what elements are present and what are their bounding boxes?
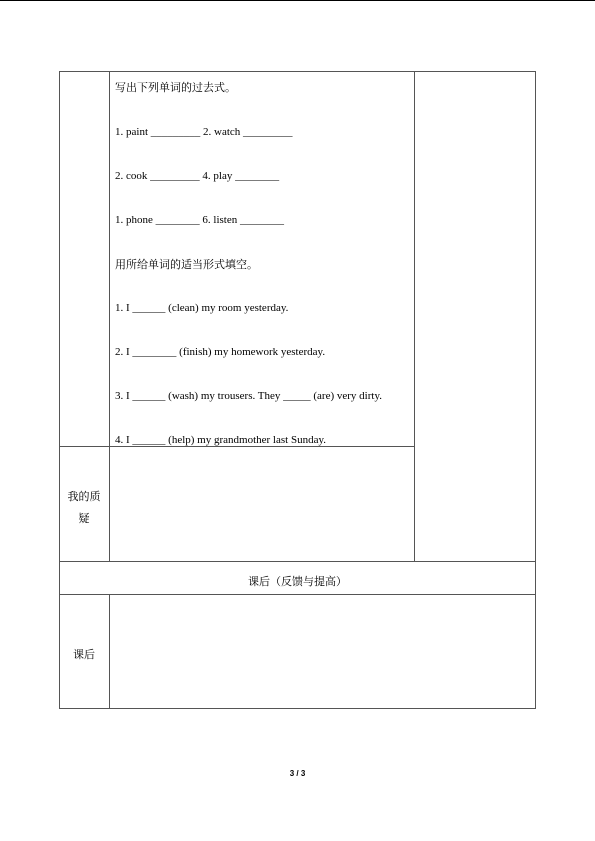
top-rule — [0, 0, 595, 1]
fill-blank-row: 4. I ______ (help) my grandmother last Sunday. — [115, 434, 326, 446]
fill-blank-row: 3. I ______ (wash) my trousers. They _____ (are) very dirty. — [115, 390, 382, 402]
page-number: 3 / 3 — [289, 769, 306, 778]
section-heading-fill-blanks: 用所给单词的适当形式填空。 — [115, 258, 258, 271]
after-class-header: 课后（反馈与提高） — [248, 575, 347, 588]
fill-blank-row: 2. I ________ (finish) my homework yesterday. — [115, 346, 326, 358]
fill-blank-row: 1. I ______ (clean) my room yesterday. — [115, 302, 289, 314]
past-tense-row: 2. cook _________ 4. play ________ — [115, 170, 280, 182]
past-tense-row: 1. phone ________ 6. listen ________ — [115, 214, 284, 226]
past-tense-row: 1. paint _________ 2. watch _________ — [115, 126, 293, 138]
my-questions-label: 我的质 — [67, 490, 101, 503]
section-heading-past-tense: 写出下列单词的过去式。 — [115, 81, 236, 94]
after-class-label: 课后 — [73, 648, 95, 661]
my-questions-label-line2: 疑 — [78, 512, 90, 525]
